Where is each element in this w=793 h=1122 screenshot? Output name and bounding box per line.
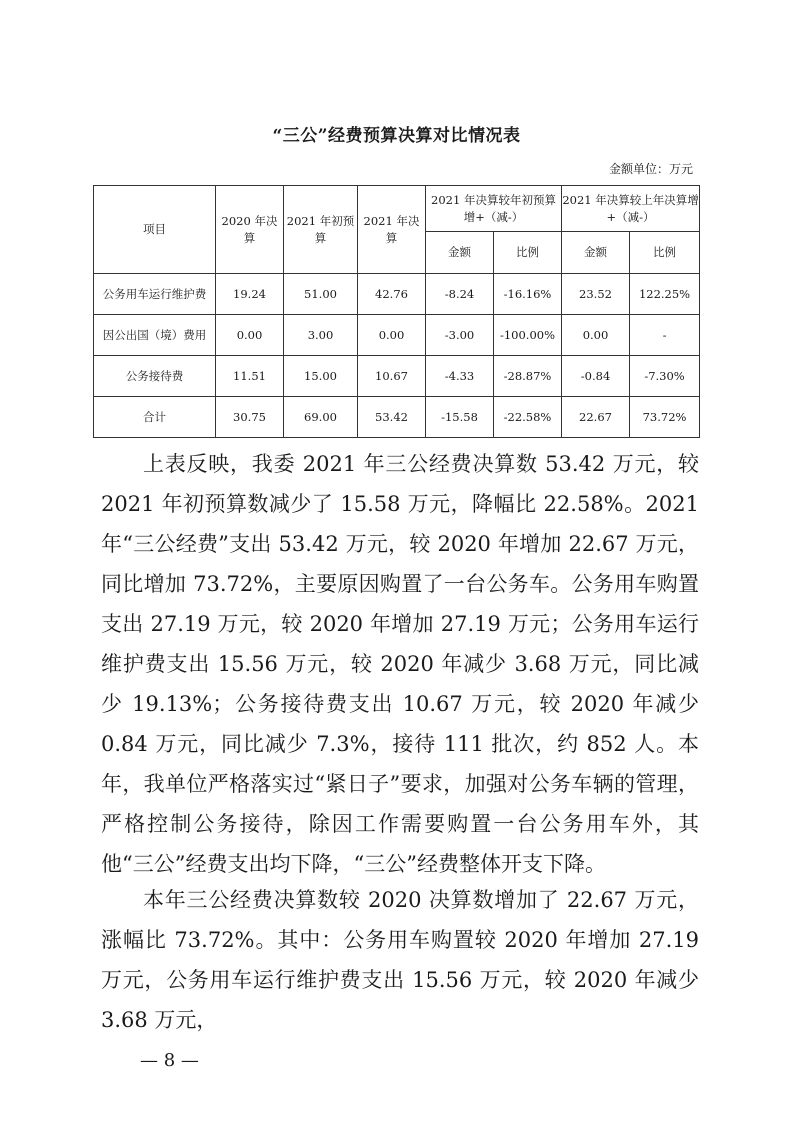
cell-2020-final: 0.00 — [216, 315, 284, 356]
cell-vs-budget-ratio: -22.58% — [494, 397, 562, 438]
table-row — [94, 274, 700, 315]
cell-2021-budget: 69.00 — [284, 397, 358, 438]
budget-comparison-table — [93, 185, 700, 438]
cell-vs-budget-ratio: -16.16% — [494, 274, 562, 315]
table-title: “三公”经费预算决算对比情况表 — [272, 126, 521, 146]
cell-2021-budget: 51.00 — [284, 274, 358, 315]
header-ratio: 比例 — [630, 232, 700, 274]
page-number: — 8 — — [140, 1050, 199, 1071]
cell-vs-budget-amount: -8.24 — [426, 274, 494, 315]
header-amount: 金额 — [562, 232, 630, 274]
cell-vs-last-ratio: 122.25% — [630, 274, 700, 315]
header-2021-budget: 2021 年初预算 — [284, 186, 358, 274]
cell-2021-final: 53.42 — [358, 397, 426, 438]
header-vs-last-year-group: 2021 年决算较上年决算增+（减-） — [562, 186, 700, 232]
cell-vs-last-ratio: 73.72% — [630, 397, 700, 438]
row-item: 公务用车运行维护费 — [94, 274, 216, 315]
cell-vs-budget-ratio: -100.00% — [494, 315, 562, 356]
cell-vs-budget-amount: -4.33 — [426, 356, 494, 397]
row-item: 公务接待费 — [94, 356, 216, 397]
cell-2021-budget: 3.00 — [284, 315, 358, 356]
header-2021-final: 2021 年决算 — [358, 186, 426, 274]
body-paragraph: 本年三公经费决算数较 2020 决算数增加了 22.67 万元，涨幅比 73.72%。其中：公务用车购置较 2020 年增加 27.19 万元，公务用车运行维护费支出 15.56 万元，较 2020 年减少 3.68 万元， — [101, 888, 699, 1032]
table-row-total — [94, 397, 700, 438]
header-vs-budget-group: 2021 年决算较年初预算增+（减-） — [426, 186, 562, 232]
cell-vs-last-amount: 23.52 — [562, 274, 630, 315]
cell-vs-last-amount: 22.67 — [562, 397, 630, 438]
row-item: 因公出国（境）费用 — [94, 315, 216, 356]
header-ratio: 比例 — [494, 232, 562, 274]
cell-vs-last-ratio: - — [630, 315, 700, 356]
table-row — [94, 315, 700, 356]
header-2020-final: 2020 年决算 — [216, 186, 284, 274]
cell-vs-last-ratio: -7.30% — [630, 356, 700, 397]
cell-2021-final: 0.00 — [358, 315, 426, 356]
cell-2021-final: 10.67 — [358, 356, 426, 397]
table-row — [94, 356, 700, 397]
cell-2020-final: 30.75 — [216, 397, 284, 438]
cell-2021-budget: 15.00 — [284, 356, 358, 397]
row-item: 合计 — [94, 397, 216, 438]
amount-unit: 金额单位：万元 — [608, 162, 693, 176]
cell-vs-budget-ratio: -28.87% — [494, 356, 562, 397]
cell-2021-final: 42.76 — [358, 274, 426, 315]
body-paragraph: 上表反映，我委 2021 年三公经费决算数 53.42 万元，较 2021 年初预算数减少了 15.58 万元，降幅比 22.58%。2021 年“三公经费”支出 53.42 万元，较 2020 年增加 22.67 万元，同比增加 73.72%，主要原因购置了一台公务车。公务用车购置支出 27.19 万元，较 2020 年增加 27.19 万元；公务用车运行维护费支出 15.56 万元，较 2020 年减少 3.68 万元，同比减少 19.13%；公务接待费支出 10.67 万元，较 2020 年减少 0.84 万元，同比减少 7.3%，接待 111 批次，约 852 人。本年，我单位严格落实过“紧日子”要求，加强对公务车辆的管理，严格控制公务接待，除因工作需要购置一台公务用车外，其他“三公”经费支出均下降，“三公”经费整体开支下降。 — [101, 452, 699, 876]
cell-2020-final: 11.51 — [216, 356, 284, 397]
cell-vs-budget-amount: -15.58 — [426, 397, 494, 438]
cell-vs-budget-amount: -3.00 — [426, 315, 494, 356]
header-amount: 金额 — [426, 232, 494, 274]
cell-2020-final: 19.24 — [216, 274, 284, 315]
cell-vs-last-amount: 0.00 — [562, 315, 630, 356]
header-item: 项目 — [94, 186, 216, 274]
cell-vs-last-amount: -0.84 — [562, 356, 630, 397]
